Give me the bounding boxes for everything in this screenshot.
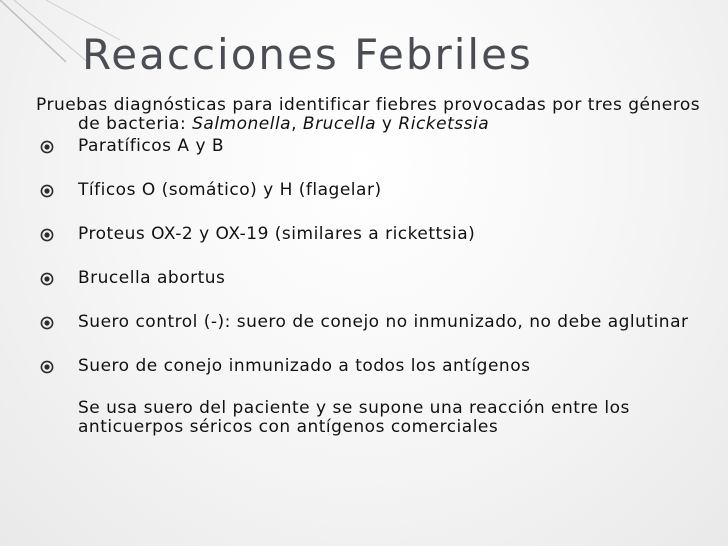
list-item-text: Proteus OX-2 y OX-19 (similares a rickettsia)	[78, 224, 476, 244]
list-item	[36, 181, 716, 200]
list-item-text: Paratíficos A y B	[78, 136, 225, 156]
genus-brucella: Brucella	[302, 114, 377, 134]
circle-bullet-icon	[40, 184, 54, 198]
circle-bullet-icon	[40, 360, 54, 374]
circle-bullet-icon	[40, 140, 54, 154]
slide-content	[36, 96, 716, 437]
circle-bullet-icon	[40, 316, 54, 330]
footnote-paragraph: Se usa suero del paciente y se supone una reacción entre los anticuerpos séricos con antígenos comerciales	[78, 398, 630, 437]
list-item-text: Suero control (-): suero de conejo no inmunizado, no debe aglutinar	[78, 312, 689, 332]
list-item	[36, 269, 716, 288]
circle-bullet-icon	[40, 228, 54, 242]
intro-separator: ,	[291, 114, 303, 134]
list-item-text: Suero de conejo inmunizado a todos los antígenos	[78, 356, 531, 376]
list-item	[36, 137, 716, 156]
genus-salmonella: Salmonella	[192, 114, 292, 134]
circle-bullet-icon	[40, 272, 54, 286]
intro-paragraph	[36, 96, 716, 134]
list-item	[36, 357, 716, 376]
slide-title: Reacciones Febriles	[82, 30, 533, 79]
list-item-text: Brucella abortus	[78, 268, 226, 288]
genus-ricketssia: Ricketssia	[398, 114, 490, 134]
bullet-list	[36, 137, 716, 376]
list-item	[36, 313, 716, 332]
intro-text: Pruebas diagnósticas para identificar fiebres provocadas por tres géneros de bacteria:	[36, 95, 701, 134]
list-item	[36, 225, 716, 244]
list-item-text: Tíficos O (somático) y H (flagelar)	[78, 180, 382, 200]
intro-conjunction: y	[376, 114, 399, 134]
